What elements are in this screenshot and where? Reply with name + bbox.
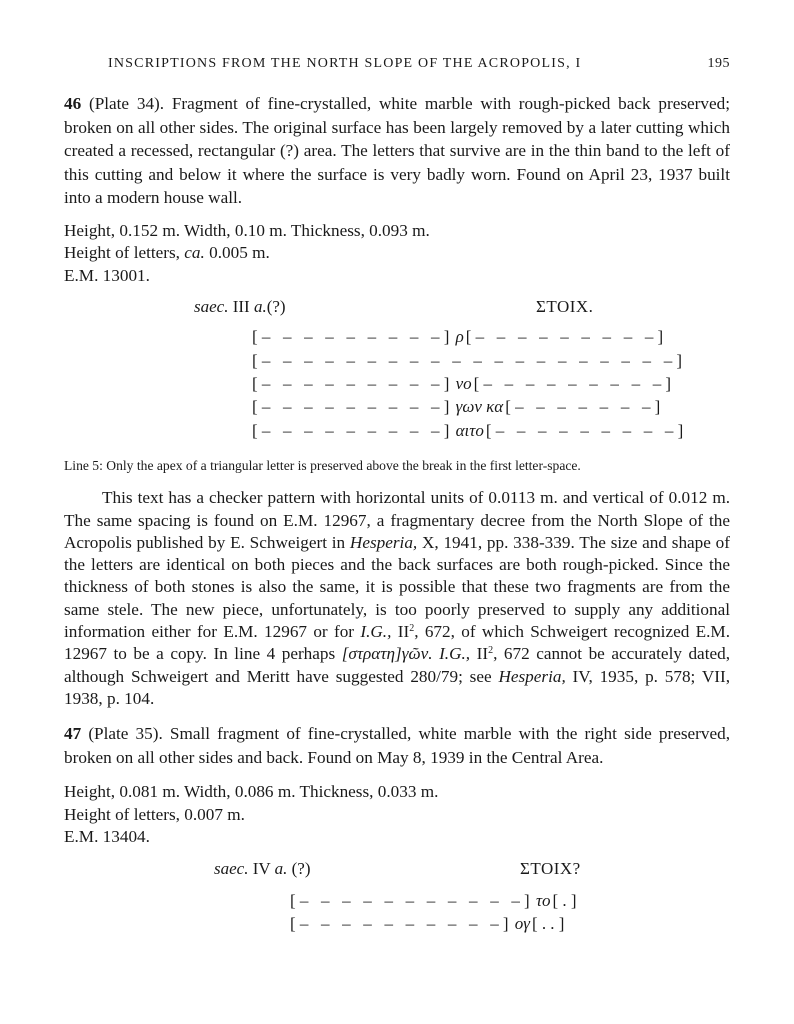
stoichedon-label: ΣTOIX.	[536, 297, 594, 317]
line-note: Line 5: Only the apex of a triangular letter is preserved above the break in the first letter-space.	[64, 458, 581, 474]
museum-number: E.M. 13001.	[64, 265, 150, 285]
entry-46-date-row	[64, 297, 730, 321]
lacuna-left: [– – – – – – – – –]	[252, 420, 454, 440]
preserved-letters: αιτο	[455, 420, 484, 440]
inscription-line	[290, 889, 730, 912]
lacuna-left: [– – – – – – – – –]	[252, 374, 454, 393]
journal-title: Hesperia,	[349, 532, 418, 552]
page-number: 195	[707, 56, 730, 71]
inscription-line	[252, 372, 730, 395]
preserved-letters: νο	[455, 374, 472, 393]
preserved-letters: το	[535, 890, 551, 910]
letter-height-value: 0.005 m.	[204, 243, 270, 263]
lacuna-left: [– – – – – – – – –]	[252, 327, 454, 347]
commentary-part: This text has a checker pattern with horizontal units of 0.0113 m. and vertical of 0.012 m. The same spacing is found on E.M. 12967, a fragmentary decree from the North Slope of the Acropolis published by E. Schweigert in	[64, 488, 730, 552]
entry-46-measurements	[64, 220, 730, 287]
century: III	[228, 297, 254, 317]
commentary-part: X, 1941, pp. 338-339. The size and shape of the letters are identical on both pieces and the back surfaces are both rough-picked. Since the thickness of both stones is also the same, it is possible that these two fragments are from the same stele. The new piece, unfortunately, is too poorly preserved to supply any additional information either for E.M. 12967 or for	[64, 532, 730, 641]
entry-46-inscription	[252, 325, 730, 442]
ig-volume: II	[391, 622, 410, 641]
lacuna-right: [– – – – – – – – –]	[485, 420, 688, 440]
museum-number: E.M. 13404.	[64, 827, 150, 847]
lacuna-right: [– – – – – – –]	[505, 397, 665, 417]
entry-46-description	[64, 92, 730, 210]
century: IV	[248, 858, 275, 878]
entry-47-measurements	[64, 781, 730, 848]
inscription-line	[252, 419, 730, 442]
date-label	[214, 859, 310, 879]
lacuna-right: [..]	[531, 914, 569, 933]
ig-abbrev: I.G.,	[432, 644, 471, 664]
dimensions: Height, 0.081 m. Width, 0.086 m. Thickness, 0.033 m.	[64, 782, 439, 802]
lacuna-right: [– – – – – – – – –]	[465, 327, 668, 347]
greek-restoration: [στρατη]γῶν.	[341, 644, 433, 664]
journal-title: Hesperia,	[498, 666, 566, 686]
ante: a.	[274, 858, 288, 878]
commentary-part: , 672 cannot be accurately dated, although Schweigert and Meritt have suggested 280/79; see	[64, 644, 730, 686]
lacuna-left: [– – – – – – – – – –]	[290, 914, 513, 933]
letter-height	[64, 242, 730, 264]
entry-description-text: (Plate 34). Fragment of fine-crystalled, white marble with rough-picked back preserved; broken on all other sides. The original surface has been largely removed by a later cutting which created a recessed, rectangular (?) area. The letters that survive are in the thin band to the left of this cutting and below it where the surface is very badly worn. Found on April 23, 1937 built into a modern house wall.	[64, 94, 730, 208]
entry-47-date-row	[64, 859, 730, 883]
circa: ca.	[184, 243, 205, 263]
letter-height: Height of letters, 0.007 m.	[64, 804, 245, 824]
preserved-letters	[686, 349, 690, 372]
letter-height-label: Height of letters,	[64, 243, 185, 263]
inscription-line	[252, 325, 730, 348]
ig-volume: II	[470, 644, 489, 664]
lacuna-left: [– – – – – – – – –]	[252, 397, 454, 417]
entry-number: 46	[64, 94, 82, 113]
superscript: 2	[488, 645, 494, 657]
commentary-part: , 672, of which Schweigert recognized E.M. 12967 to be a copy. In line 4 perhaps	[64, 622, 731, 664]
lacuna-right: [.]	[552, 890, 581, 910]
entry-description-text: (Plate 35). Small fragment of fine-crystalled, white marble with the right side preserved, broken on all other sides and back. Found on May 8, 1939 in the Central Area.	[64, 724, 730, 767]
commentary-paragraph	[64, 487, 730, 710]
inscription-line	[290, 912, 730, 935]
date-label	[194, 297, 286, 317]
entry-number: 47	[64, 724, 82, 744]
dimensions: Height, 0.152 m. Width, 0.10 m. Thickness, 0.093 m.	[64, 220, 430, 240]
query-mark: (?)	[287, 858, 311, 878]
running-title: INSCRIPTIONS FROM THE NORTH SLOPE OF THE ACROPOLIS, I	[108, 56, 582, 71]
lacuna-right: [– – – – – – – – –]	[473, 374, 676, 393]
inscription-line	[252, 349, 730, 372]
ante: a.	[253, 297, 267, 317]
saec: saec.	[214, 858, 249, 878]
saec: saec.	[194, 297, 229, 317]
entry-47-inscription	[290, 889, 730, 936]
preserved-letters: ογ	[514, 914, 530, 933]
commentary-part: IV, 1935, p. 578; VII, 1938, p. 104.	[64, 666, 730, 708]
query-mark: (?)	[266, 297, 286, 317]
lacuna-left: [– – – – – – – – – – – – – – – – – – – –]	[252, 350, 687, 370]
preserved-letters: ρ	[455, 327, 464, 347]
entry-47-description	[64, 722, 730, 769]
page	[64, 56, 730, 935]
ig-abbrev: I.G.,	[360, 622, 392, 641]
inscription-line	[252, 395, 730, 418]
lacuna-left: [– – – – – – – – – – –]	[290, 890, 534, 910]
running-header	[108, 56, 730, 72]
stoichedon-label: ΣTOIX?	[520, 858, 581, 878]
superscript: 2	[409, 623, 415, 634]
preserved-letters: γων κα	[455, 397, 504, 417]
